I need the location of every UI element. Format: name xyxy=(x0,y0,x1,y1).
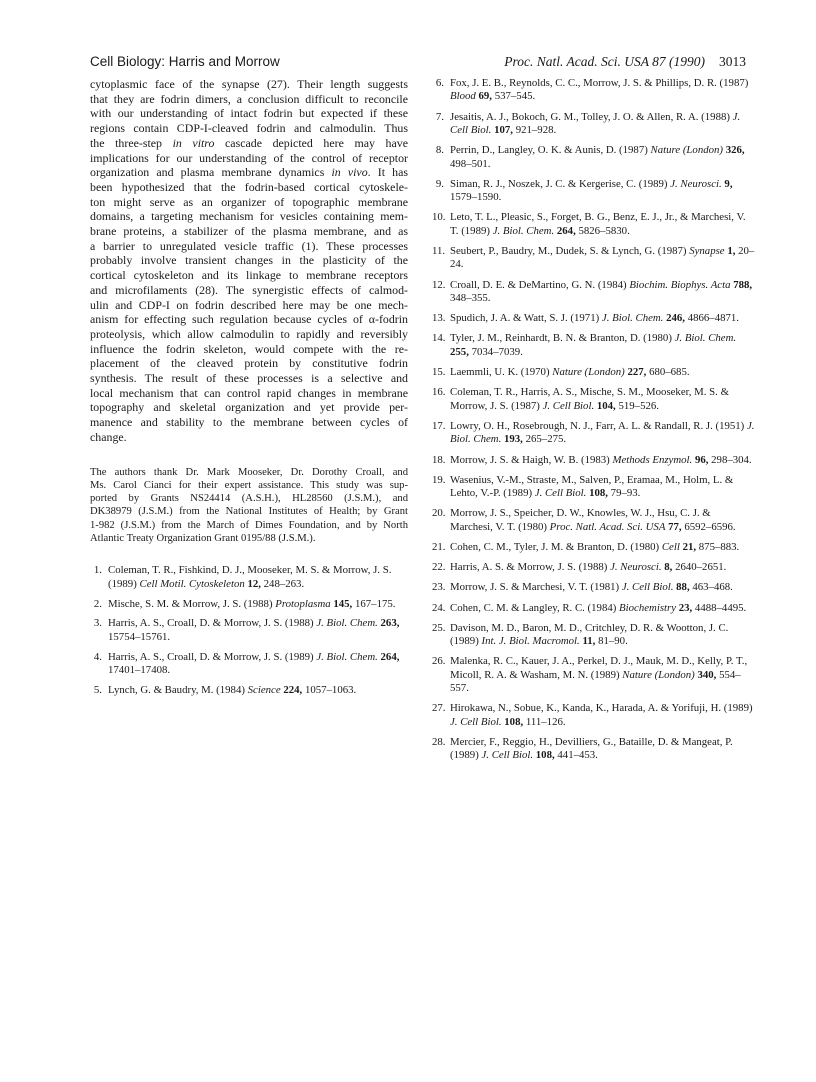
running-head: Cell Biology: Harris and Morrow xyxy=(90,54,280,69)
reference-item xyxy=(432,386,756,413)
reference-journal: Int. J. Biol. Macromol. xyxy=(481,635,580,648)
reference-volume: 340, xyxy=(697,668,717,681)
reference-number: 13. xyxy=(432,312,446,325)
reference-number: 22. xyxy=(432,561,446,574)
reference-journal: Biochim. Biophys. Acta xyxy=(629,278,731,291)
reference-journal: J. Biol. Chem. xyxy=(316,617,378,630)
reference-pages: 1057–1063. xyxy=(304,683,357,696)
body-line: probably involve transient changes in the plasticity of the xyxy=(90,253,408,268)
body-line: anism for effecting such regulation because cycles of α-fodrin xyxy=(90,312,408,327)
reference-authors: Harris, A. S., Croall, D. & Morrow, J. S. (1989) xyxy=(108,650,314,663)
reference-authors: Leto, T. L., Pleasic, S., Forget, B. G., Benz, E. J., Jr., & Marchesi, V. T. (1989) xyxy=(450,211,746,237)
reference-journal: J. Cell Biol. xyxy=(621,581,674,594)
reference-pages: 265–275. xyxy=(525,433,567,446)
reference-item xyxy=(432,561,756,574)
body-line: local mechanism that can control rapid changes in membrane xyxy=(90,385,408,400)
body-line: topography and skeletal organization and yet provide per- xyxy=(90,400,408,415)
reference-pages: 348–355. xyxy=(450,292,491,305)
body-line: influence the fodrin skeleton, would compete with the re- xyxy=(90,341,408,356)
acknowledgment-line: Atlantic Treaty Organization Grant 0195/88 (J.S.M.). xyxy=(90,533,316,545)
reference-number: 20. xyxy=(432,507,446,520)
reference-item xyxy=(90,617,408,644)
reference-volume: 1, xyxy=(727,245,736,258)
reference-authors: Wasenius, V.-M., Straste, M., Salven, P., Eramaa, M., Holm, L. & Lehto, V.-P. (1989) xyxy=(450,473,734,500)
body-line: manence and stability to the membrane between cycles of xyxy=(90,415,408,430)
reference-pages: 4866–4871. xyxy=(687,312,739,325)
reference-pages: 20–24. xyxy=(450,245,755,271)
reference-authors: Morrow, J. S., Speicher, D. W., Knowles, W. J., Hsu, C. J. & Marchesi, V. T. (1980) xyxy=(450,507,711,533)
reference-pages: 15754–15761. xyxy=(108,630,171,643)
reference-pages: 921–928. xyxy=(515,124,557,137)
reference-pages: 2640–2651. xyxy=(675,561,727,574)
acknowledgment-line: 1-982 (J.S.M.) from the March of Dimes Foundation, and by North xyxy=(90,519,408,531)
body-line: regions contain CDP-I-cleaved fodrin and calmodulin. Thus xyxy=(90,121,408,136)
reference-number: 18. xyxy=(432,453,446,466)
body-line: domains, a targeting mechanism for vesicles containing mem- xyxy=(90,209,408,224)
reference-number: 15. xyxy=(432,366,446,379)
reference-number: 14. xyxy=(432,332,446,345)
reference-pages: 441–453. xyxy=(557,749,598,762)
reference-item xyxy=(90,651,408,678)
reference-journal: Cell xyxy=(661,540,680,553)
reference-item xyxy=(90,684,408,697)
reference-pages: 5826–5830. xyxy=(578,224,630,237)
reference-journal: J. Biol. Chem. xyxy=(601,312,664,325)
reference-pages: 519–526. xyxy=(618,399,659,412)
reference-authors: Tyler, J. M., Reinhardt, B. N. & Branton, D. (1980) xyxy=(450,332,672,345)
reference-pages: 167–175. xyxy=(354,597,396,610)
reference-volume: 224, xyxy=(283,683,303,696)
reference-authors: Mische, S. M. & Morrow, J. S. (1988) xyxy=(108,597,273,610)
reference-volume: 246, xyxy=(666,312,685,325)
reference-journal: Nature (London) xyxy=(552,366,625,379)
left-column xyxy=(90,77,408,704)
reference-item xyxy=(432,332,756,359)
reference-pages: 7034–7039. xyxy=(471,345,523,358)
reference-authors: Cohen, C. M. & Langley, R. C. (1984) xyxy=(450,601,617,614)
body-line: cortical cytoskeleton and its linkage to membrane receptors xyxy=(90,268,408,283)
reference-journal: Science xyxy=(247,683,281,696)
reference-number: 25. xyxy=(432,621,446,634)
body-line: been hypothesized that the fodrin-based cortical cytoskele- xyxy=(90,179,408,194)
body-line: change. xyxy=(90,429,127,444)
reference-volume: 9, xyxy=(724,177,733,190)
body-line: ulin and CDP-I on fodrin described here may be one mech- xyxy=(90,297,408,312)
reference-volume: 227, xyxy=(627,366,647,379)
reference-number: 10. xyxy=(432,211,446,224)
reference-item xyxy=(432,111,756,138)
reference-journal: J. Neurosci. xyxy=(670,177,722,190)
reference-authors: Hirokawa, N., Sobue, K., Kanda, K., Harada, A. & Yorifuji, H. (1989) xyxy=(450,702,753,715)
reference-journal: Proc. Natl. Acad. Sci. USA xyxy=(549,520,666,533)
reference-journal: J. Cell Biol. xyxy=(534,487,587,500)
reference-item xyxy=(432,279,756,306)
reference-journal: Biochemistry xyxy=(619,601,677,614)
reference-number: 2. xyxy=(93,597,102,610)
reference-number: 1. xyxy=(93,564,102,577)
reference-item xyxy=(432,77,756,104)
reference-authors: Fox, J. E. B., Reynolds, C. C., Morrow, J. S. & Phillips, D. R. (1987) xyxy=(450,77,749,89)
reference-item xyxy=(432,474,756,501)
reference-volume: 108, xyxy=(504,715,524,728)
reference-volume: 145, xyxy=(333,597,353,610)
reference-number: 6. xyxy=(435,77,444,89)
reference-authors: Perrin, D., Langley, O. K. & Aunis, D. (1987) xyxy=(450,144,648,157)
reference-pages: 79–93. xyxy=(610,487,641,500)
reference-number: 11. xyxy=(432,245,446,258)
reference-volume: 23, xyxy=(678,601,693,614)
reference-authors: Coleman, T. R., Fishkind, D. J., Mooseker, M. S. & Morrow, J. S. (1989) xyxy=(108,564,392,590)
reference-number: 8. xyxy=(435,144,444,157)
reference-volume: 77, xyxy=(668,520,682,533)
reference-journal: J. Cell Biol. xyxy=(542,399,595,412)
reference-volume: 264, xyxy=(380,650,400,663)
right-column xyxy=(432,77,756,770)
journal-name: Proc. Natl. Acad. Sci. USA 87 (1990) xyxy=(504,54,705,69)
reference-authors: Mercier, F., Reggio, H., Devilliers, G., Bataille, D. & Mangeat, P. (1989) xyxy=(450,735,733,762)
reference-authors: Laemmli, U. K. (1970) xyxy=(450,366,550,379)
reference-item xyxy=(432,702,756,729)
reference-volume: 263, xyxy=(380,617,400,630)
reference-item xyxy=(432,211,756,238)
reference-volume: 193, xyxy=(503,433,523,446)
reference-pages: 537–545. xyxy=(494,90,536,103)
reference-item xyxy=(90,564,408,591)
reference-journal: J. Biol. Chem. xyxy=(316,650,378,663)
reference-volume: 104, xyxy=(596,399,616,412)
body-line: and microfilaments (28). The synergistic effects of calmod- xyxy=(90,282,408,297)
reference-journal: J. Neurosci. xyxy=(610,561,662,574)
reference-pages: 298–304. xyxy=(711,453,752,466)
page-number: 3013 xyxy=(719,54,746,69)
reference-item xyxy=(432,454,756,467)
reference-authors: Malenka, R. C., Kauer, J. A., Perkel, D. J., Mauk, M. D., Kelly, P. T., Micoll, R. A. & Washam, M. N. (1989) xyxy=(450,655,748,681)
reference-item xyxy=(432,581,756,594)
reference-authors: Spudich, J. A. & Watt, S. J. (1971) xyxy=(450,312,600,325)
reference-item xyxy=(432,622,756,649)
body-line: synthesis. The result of these processes is a selective and xyxy=(90,371,408,386)
reference-volume: 11, xyxy=(582,635,596,648)
reference-volume: 255, xyxy=(450,345,469,358)
reference-authors: Morrow, J. S. & Marchesi, V. T. (1981) xyxy=(450,581,620,594)
reference-volume: 264, xyxy=(556,224,576,237)
acknowledgment-line: Ms. Carol Cianci for their expert assistance. This study was sup- xyxy=(90,479,408,491)
reference-pages: 463–468. xyxy=(692,581,733,594)
reference-authors: Morrow, J. S. & Haigh, W. B. (1983) xyxy=(450,453,610,466)
body-line: organization and plasma membrane dynamics in vivo. It has xyxy=(90,165,408,180)
body-line: a barrier to unregulated vesicle traffic (1). These processes xyxy=(90,238,408,253)
reference-journal: J. Cell Biol. xyxy=(450,715,502,728)
reference-pages: 248–263. xyxy=(263,577,305,590)
reference-item xyxy=(432,312,756,325)
reference-authors: Jesaitis, A. J., Bokoch, G. M., Tolley, J. O. & Allen, R. A. (1988) xyxy=(450,110,730,123)
reference-journal: J. Cell Biol. xyxy=(450,110,741,137)
reference-pages: 1579–1590. xyxy=(450,191,502,204)
reference-number: 5. xyxy=(93,683,102,696)
reference-volume: 8, xyxy=(664,561,673,574)
body-line: that they are fodrin dimers, a conclusion difficult to reconcile xyxy=(90,91,408,106)
reference-item xyxy=(432,178,756,205)
body-line: ton might serve as an organizer of topographic membrane xyxy=(90,194,408,209)
reference-number: 27. xyxy=(432,702,446,715)
reference-item xyxy=(432,366,756,379)
reference-list-right xyxy=(432,77,756,763)
journal-citation xyxy=(504,54,746,70)
reference-number: 23. xyxy=(432,581,446,594)
reference-number: 17. xyxy=(432,419,446,432)
reference-number: 9. xyxy=(435,177,444,190)
reference-list-left xyxy=(90,564,408,697)
reference-authors: Coleman, T. R., Harris, A. S., Mische, S. M., Mooseker, M. S. & Morrow, J. S. (1987) xyxy=(450,386,729,412)
reference-number: 28. xyxy=(432,735,446,748)
reference-journal: J. Biol. Chem. xyxy=(674,332,737,345)
reference-volume: 21, xyxy=(682,540,697,553)
reference-pages: 17401–17408. xyxy=(108,663,171,676)
acknowledgment-line: DK38979 (J.S.M.) from the National Institutes of Health; by Grant xyxy=(90,506,408,518)
reference-volume: 96, xyxy=(694,453,709,466)
reference-journal: Methods Enzymol. xyxy=(612,453,693,466)
reference-item xyxy=(432,507,756,534)
reference-authors: Siman, R. J., Noszek, J. C. & Kergerise, C. (1989) xyxy=(450,177,668,190)
body-line: placement of the cleaved protein by constitutive fodrin xyxy=(90,356,408,371)
reference-volume: 88, xyxy=(676,581,690,594)
reference-number: 7. xyxy=(435,110,444,123)
reference-volume: 69, xyxy=(478,90,492,103)
body-line: cytoplasmic face of the synapse (27). Their length suggests xyxy=(90,77,408,91)
reference-item xyxy=(432,420,756,447)
reference-journal: J. Cell Biol. xyxy=(481,749,534,762)
reference-authors: Harris, A. S., Croall, D. & Morrow, J. S. (1988) xyxy=(108,617,314,630)
reference-pages: 554–557. xyxy=(450,668,741,695)
reference-authors: Harris, A. S. & Morrow, J. S. (1988) xyxy=(450,561,608,574)
reference-pages: 111–126. xyxy=(525,715,566,728)
reference-volume: 107, xyxy=(494,124,513,137)
reference-volume: 12, xyxy=(247,577,261,590)
acknowledgments xyxy=(90,466,408,546)
reference-journal: Cell Motil. Cytoskeleton xyxy=(139,577,245,590)
reference-volume: 788, xyxy=(733,278,753,291)
reference-number: 3. xyxy=(93,617,102,630)
reference-number: 21. xyxy=(432,540,446,553)
reference-number: 24. xyxy=(432,601,446,614)
body-line: brane proteins, a stabilizer of the plasma membrane, and as xyxy=(90,224,408,239)
reference-journal: J. Biol. Chem. xyxy=(492,224,555,237)
reference-authors: Croall, D. E. & DeMartino, G. N. (1984) xyxy=(450,278,627,291)
body-line: implications for our understanding of the control of receptor xyxy=(90,150,408,165)
acknowledgment-line: ported by Grants NS24414 (A.S.H.), HL28560 (J.S.M.), and xyxy=(90,493,408,505)
reference-authors: Lynch, G. & Baudry, M. (1984) xyxy=(108,683,245,696)
discussion-paragraph xyxy=(90,77,408,445)
reference-pages: 4488–4495. xyxy=(694,601,747,614)
reference-number: 16. xyxy=(432,386,446,399)
reference-pages: 498–501. xyxy=(450,157,491,170)
reference-number: 19. xyxy=(432,473,446,486)
reference-journal: Blood xyxy=(450,90,476,103)
reference-journal: J. Biol. Chem. xyxy=(450,419,755,446)
reference-journal: Nature (London) xyxy=(650,144,724,157)
reference-item xyxy=(432,144,756,171)
body-line: with our understanding of intact fodrin but expected if these xyxy=(90,106,408,121)
reference-item xyxy=(432,602,756,615)
reference-item xyxy=(432,736,756,763)
acknowledgment-line: The authors thank Dr. Mark Mooseker, Dr. Dorothy Croall, and xyxy=(90,466,408,478)
page-header xyxy=(90,54,746,74)
body-line: the three-step in vitro cascade depicted here may have xyxy=(90,135,408,150)
reference-authors: Davison, M. D., Baron, M. D., Critchley, D. R. & Wootton, J. C. (1989) xyxy=(450,621,729,648)
reference-pages: 875–883. xyxy=(698,540,740,553)
reference-pages: 680–685. xyxy=(649,366,690,379)
reference-authors: Cohen, C. M., Tyler, J. M. & Branton, D. (1980) xyxy=(450,540,660,553)
reference-authors: Seubert, P., Baudry, M., Dudek, S. & Lynch, G. (1987) xyxy=(450,245,687,258)
reference-volume: 326, xyxy=(725,144,745,157)
body-line: proteolysis, which allow calmodulin to rapidly and reversibly xyxy=(90,326,408,341)
reference-volume: 108, xyxy=(535,749,555,762)
reference-item xyxy=(90,598,408,611)
reference-pages: 6592–6596. xyxy=(684,520,736,533)
reference-journal: Nature (London) xyxy=(622,668,695,681)
reference-number: 26. xyxy=(432,655,446,668)
reference-number: 12. xyxy=(432,278,446,291)
reference-pages: 81–90. xyxy=(598,635,628,648)
reference-item xyxy=(432,245,756,272)
reference-number: 4. xyxy=(93,650,102,663)
reference-journal: Protoplasma xyxy=(275,597,331,610)
reference-item xyxy=(432,541,756,554)
reference-item xyxy=(432,655,756,695)
reference-journal: Synapse xyxy=(689,245,725,258)
reference-volume: 108, xyxy=(589,487,608,500)
reference-authors: Lowry, O. H., Rosebrough, N. J., Farr, A. L. & Randall, R. J. (1951) xyxy=(450,419,745,432)
